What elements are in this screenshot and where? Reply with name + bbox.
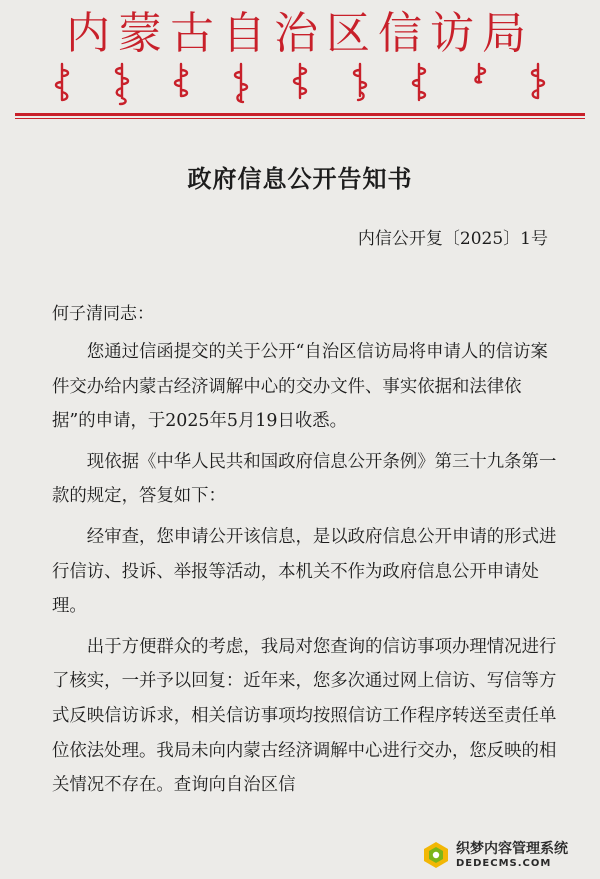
mongolian-word-glyph [348,60,372,106]
body-paragraph: 经审查，您申请公开该信息，是以政府信息公开申请的形式进行信访、投诉、举报等活动，本机关不作为政府信息公开申请处理。 [52,526,557,617]
mongolian-word-glyph [288,60,312,106]
body-paragraph: 现依据《中华人民共和国政府信息公开条例》第三十九条第一款的规定，答复如下： [52,451,557,507]
watermark-name-cn: 织梦内容管理系统 [456,840,568,857]
letterhead-red-rule [15,113,585,116]
body-paragraph: 您通过信函提交的关于公开“自治区信访局将申请人的信访案件交办给内蒙古经济调解中心的交办文件、事实依据和法律依据”的申请，于2025年5月19日收悉。 [52,342,548,432]
mongolian-word-glyph [50,60,74,106]
mongolian-word-glyph [407,60,431,106]
notice-title: 政府信息公开告知书 [187,164,413,193]
mongolian-word-glyph [110,60,134,106]
mongolian-word-glyph [526,60,550,106]
body-paragraph: 出于方便群众的考虑，我局对您查询的信访事项办理情况进行了核实，一并予以回复：近年来，您多次通过网上信访、写信等方式反映信访诉求，相关信访事项均按照信访工作程序转送至责任单位依法处理。我局未向内蒙古经济调解中心进行交办，您反映的相关情况不存在。查询向自治区信 [52,636,557,796]
dedecms-logo-icon [422,841,450,869]
document-number: 内信公开复〔2025〕1号 [357,229,548,249]
notice-body [52,335,560,803]
letterhead-red-rule-thin [15,118,585,119]
salutation: 何子清同志： [52,304,154,324]
watermark [422,839,592,871]
letterhead-mongolian-script [50,60,550,106]
watermark-text [456,842,568,869]
mongolian-word-glyph [169,60,193,106]
letterhead-agency-name: 内蒙古自治区信访局 [66,8,534,59]
watermark-name-en: DEDECMS.COM [456,857,552,869]
mongolian-word-glyph [229,60,253,106]
mongolian-word-glyph [467,60,491,106]
